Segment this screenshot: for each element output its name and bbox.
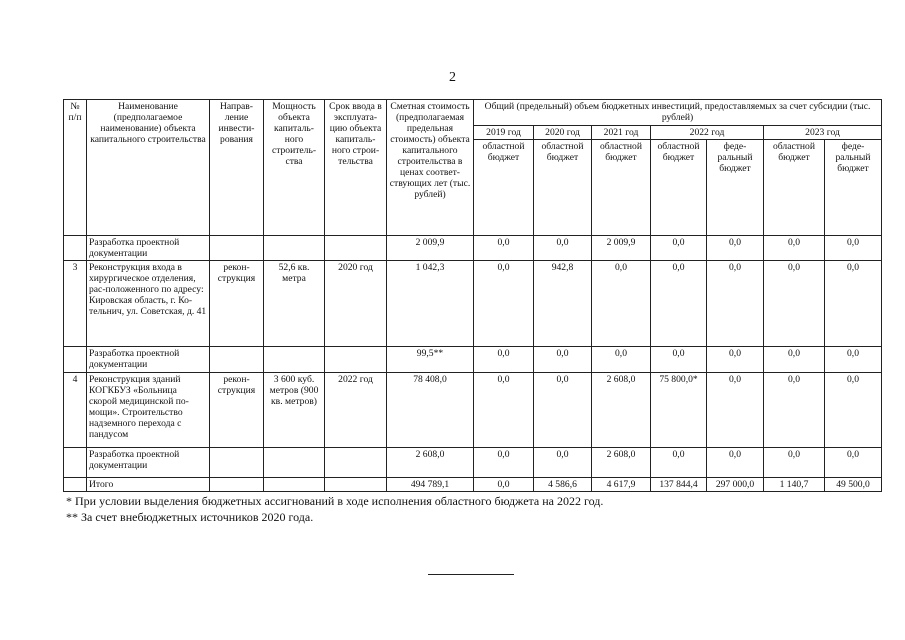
cell-capacity: 3 600 куб. метров (900 кв. метров) [264, 373, 325, 448]
cell-2022-regional: 75 800,0* [651, 373, 707, 448]
cell-2023-federal: 49 500,0 [825, 478, 882, 492]
cell-2023-regional: 0,0 [764, 347, 825, 373]
cell-2021: 0,0 [592, 347, 651, 373]
cell-name: Реконструкция зданий КОГКБУЗ «Больница скорой медицинской по-мощи». Строительство надземного перехода с пандусом [87, 373, 210, 448]
cell-2021: 2 608,0 [592, 373, 651, 448]
cell-2023-federal: 0,0 [825, 448, 882, 478]
cell-direction: рекон-струкция [210, 373, 264, 448]
cell-capacity [264, 448, 325, 478]
cell-direction [210, 448, 264, 478]
cell-num [64, 236, 87, 261]
cell-cost: 1 042,3 [387, 261, 474, 347]
cell-2023-regional: 0,0 [764, 261, 825, 347]
cell-term [325, 236, 387, 261]
header-regional-2023: областной бюджет [764, 140, 825, 236]
table-row [64, 448, 882, 478]
cell-num: 3 [64, 261, 87, 347]
cell-2023-regional: 1 140,7 [764, 478, 825, 492]
cell-2020: 0,0 [534, 448, 592, 478]
header-regional-2022: областной бюджет [651, 140, 707, 236]
cell-term: 2022 год [325, 373, 387, 448]
cell-num [64, 448, 87, 478]
cell-2022-regional: 0,0 [651, 448, 707, 478]
cell-2023-federal: 0,0 [825, 373, 882, 448]
footnote-1: * При условии выделения бюджетных ассигнований в ходе исполнения областного бюджета на 2022 год. [66, 494, 604, 508]
cell-2019: 0,0 [474, 373, 534, 448]
cell-cost: 78 408,0 [387, 373, 474, 448]
header-federal-2022: феде-ральный бюджет [707, 140, 764, 236]
cell-2023-regional: 0,0 [764, 448, 825, 478]
header-term: Срок ввода в эксплуата-цию объекта капиталь-ного строи-тельства [325, 100, 387, 236]
cell-term: 2020 год [325, 261, 387, 347]
cell-name: Итого [87, 478, 210, 492]
cell-2023-regional: 0,0 [764, 373, 825, 448]
header-year-2023: 2023 год [764, 126, 882, 140]
cell-capacity [264, 478, 325, 492]
header-num: № п/п [64, 100, 87, 236]
header-regional-2021: областной бюджет [592, 140, 651, 236]
cell-2023-federal: 0,0 [825, 261, 882, 347]
cell-2021: 4 617,9 [592, 478, 651, 492]
cell-num [64, 478, 87, 492]
cell-capacity: 52,6 кв. метра [264, 261, 325, 347]
header-regional-2019: областной бюджет [474, 140, 534, 236]
cell-num: 4 [64, 373, 87, 448]
cell-2020: 0,0 [534, 347, 592, 373]
cell-2022-federal: 0,0 [707, 373, 764, 448]
cell-direction [210, 478, 264, 492]
cell-term [325, 448, 387, 478]
separator-line [428, 574, 514, 575]
cell-cost: 99,5** [387, 347, 474, 373]
table-row [64, 373, 882, 448]
table-row [64, 261, 882, 347]
header-cost: Сметная стоимость (предполагаемая предельная стоимость) объекта капитального строительства в ценах соответ-ствующих лет (тыс. рублей) [387, 100, 474, 236]
cell-2023-federal: 0,0 [825, 236, 882, 261]
cell-2019: 0,0 [474, 236, 534, 261]
cell-2019: 0,0 [474, 261, 534, 347]
cell-name: Разработка проектной документации [87, 448, 210, 478]
cell-cost: 494 789,1 [387, 478, 474, 492]
header-name: Наименование (предполагаемое наименование) объекта капитального строительства [87, 100, 210, 236]
cell-2022-federal: 0,0 [707, 236, 764, 261]
cell-2022-regional: 137 844,4 [651, 478, 707, 492]
cell-capacity [264, 347, 325, 373]
page-number: 2 [449, 70, 456, 85]
cell-direction [210, 236, 264, 261]
cell-2019: 0,0 [474, 448, 534, 478]
cell-2020: 942,8 [534, 261, 592, 347]
cell-name: Разработка проектной документации [87, 236, 210, 261]
header-regional-2020: областной бюджет [534, 140, 592, 236]
cell-2019: 0,0 [474, 347, 534, 373]
cell-2022-federal: 0,0 [707, 261, 764, 347]
header-direction: Направ-ление инвести-рования [210, 100, 264, 236]
cell-2021: 0,0 [592, 261, 651, 347]
cell-2022-regional: 0,0 [651, 347, 707, 373]
cell-cost: 2 009,9 [387, 236, 474, 261]
cell-capacity [264, 236, 325, 261]
footnote-2: ** За счет внебюджетных источников 2020 года. [66, 510, 314, 524]
cell-term [325, 347, 387, 373]
investment-table [63, 99, 882, 492]
table-row [64, 236, 882, 261]
cell-2021: 2 608,0 [592, 448, 651, 478]
cell-2020: 0,0 [534, 373, 592, 448]
cell-2022-federal: 0,0 [707, 347, 764, 373]
cell-2022-federal: 297 000,0 [707, 478, 764, 492]
cell-2023-federal: 0,0 [825, 347, 882, 373]
header-total: Общий (предельный) объем бюджетных инвестиций, предоставляемых за счет субсидии (тыс. рублей) [474, 100, 882, 126]
header-year-2022: 2022 год [651, 126, 764, 140]
header-year-2020: 2020 год [534, 126, 592, 140]
header-year-2021: 2021 год [592, 126, 651, 140]
cell-term [325, 478, 387, 492]
cell-2019: 0,0 [474, 478, 534, 492]
table-row-total [64, 478, 882, 492]
cell-2022-federal: 0,0 [707, 448, 764, 478]
cell-direction [210, 347, 264, 373]
table-row [64, 347, 882, 373]
cell-cost: 2 608,0 [387, 448, 474, 478]
cell-2020: 0,0 [534, 236, 592, 261]
cell-direction: рекон-струкция [210, 261, 264, 347]
cell-2020: 4 586,6 [534, 478, 592, 492]
cell-name: Реконструкция входа в хирургическое отделения, рас-положенного по адресу: Кировская область, г. Ко-тельнич, ул. Советская, д. 41 [87, 261, 210, 347]
cell-name: Разработка проектной документации [87, 347, 210, 373]
header-capacity: Мощность объекта капиталь-ного строитель-ства [264, 100, 325, 236]
header-year-2019: 2019 год [474, 126, 534, 140]
cell-2022-regional: 0,0 [651, 261, 707, 347]
cell-num [64, 347, 87, 373]
cell-2021: 2 009,9 [592, 236, 651, 261]
cell-2022-regional: 0,0 [651, 236, 707, 261]
header-federal-2023: феде-ральный бюджет [825, 140, 882, 236]
cell-2023-regional: 0,0 [764, 236, 825, 261]
